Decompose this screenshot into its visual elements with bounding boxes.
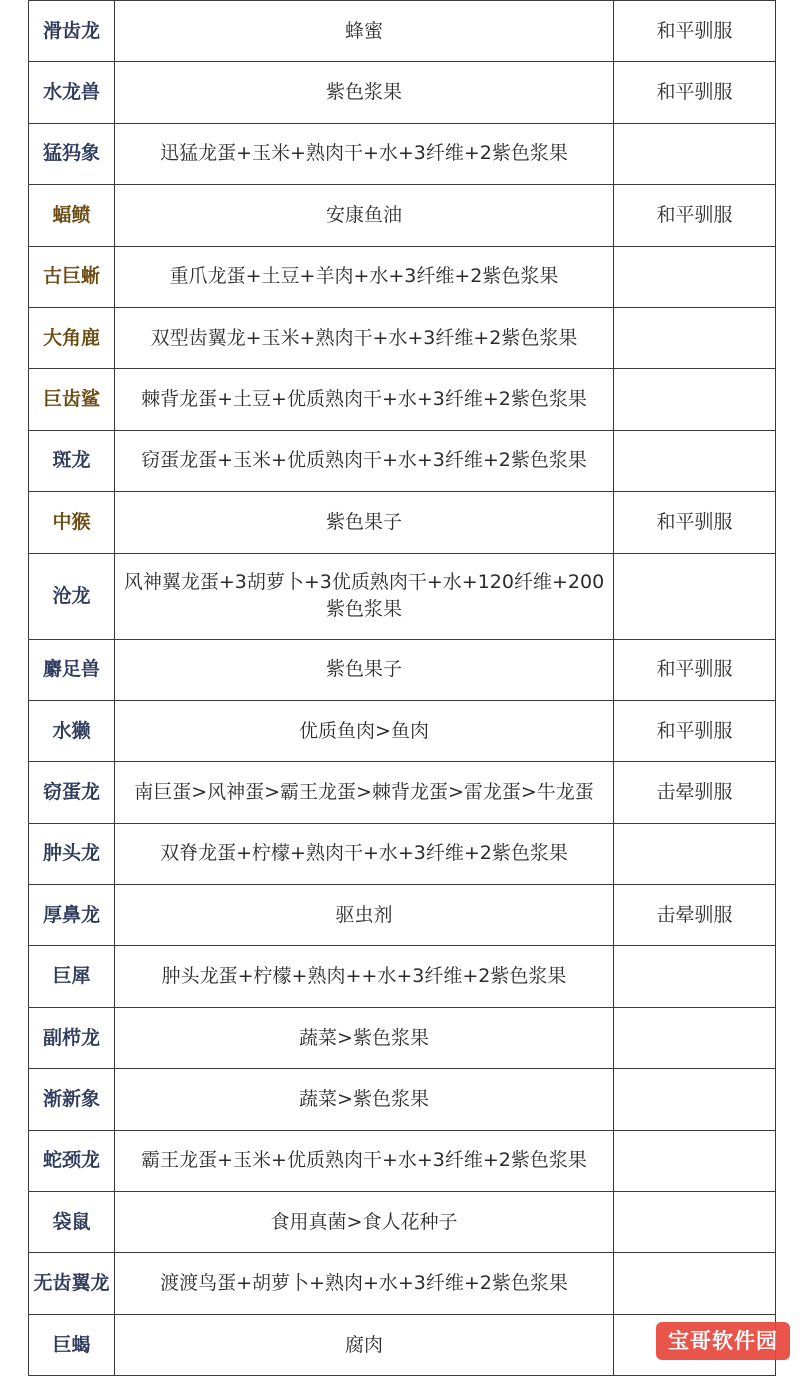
taming-food-cell: 驱虫剂	[115, 885, 614, 946]
taming-method-cell	[614, 430, 776, 491]
creature-name-cell: 斑龙	[29, 430, 115, 491]
taming-method-cell	[614, 369, 776, 430]
taming-food-cell: 紫色浆果	[115, 62, 614, 123]
taming-method-cell	[614, 1253, 776, 1314]
taming-food-cell: 紫色果子	[115, 492, 614, 553]
creature-name-cell: 蛇颈龙	[29, 1130, 115, 1191]
table-row	[29, 1007, 776, 1068]
creature-name-cell: 沧龙	[29, 553, 115, 639]
table-row	[29, 762, 776, 823]
taming-food-cell: 腐肉	[115, 1314, 614, 1375]
taming-food-cell: 双型齿翼龙+玉米+熟肉干+水+3纤维+2紫色浆果	[115, 307, 614, 368]
taming-method-cell: 和平驯服	[614, 185, 776, 246]
table-row	[29, 430, 776, 491]
taming-method-cell	[614, 246, 776, 307]
creature-name-cell: 厚鼻龙	[29, 885, 115, 946]
table-row	[29, 307, 776, 368]
table-row	[29, 700, 776, 761]
taming-method-cell	[614, 553, 776, 639]
taming-food-cell: 蜂蜜	[115, 1, 614, 62]
table-row	[29, 123, 776, 184]
taming-food-cell: 蔬菜>紫色浆果	[115, 1007, 614, 1068]
taming-method-cell: 和平驯服	[614, 700, 776, 761]
table-row	[29, 823, 776, 884]
taming-food-cell: 重爪龙蛋+土豆+羊肉+水+3纤维+2紫色浆果	[115, 246, 614, 307]
taming-table-body	[29, 1, 776, 1376]
taming-food-cell: 肿头龙蛋+柠檬+熟肉++水+3纤维+2紫色浆果	[115, 946, 614, 1007]
taming-method-cell	[614, 307, 776, 368]
taming-table	[28, 0, 776, 1376]
creature-name-cell: 巨犀	[29, 946, 115, 1007]
table-row	[29, 639, 776, 700]
creature-name-cell: 水龙兽	[29, 62, 115, 123]
taming-food-cell: 双脊龙蛋+柠檬+熟肉干+水+3纤维+2紫色浆果	[115, 823, 614, 884]
taming-method-cell: 和平驯服	[614, 492, 776, 553]
taming-food-cell: 风神翼龙蛋+3胡萝卜+3优质熟肉干+水+120纤维+200紫色浆果	[115, 553, 614, 639]
taming-food-cell: 紫色果子	[115, 639, 614, 700]
creature-name-cell: 水獭	[29, 700, 115, 761]
creature-name-cell: 窃蛋龙	[29, 762, 115, 823]
creature-name-cell: 猛犸象	[29, 123, 115, 184]
creature-name-cell: 大角鹿	[29, 307, 115, 368]
creature-name-cell: 滑齿龙	[29, 1, 115, 62]
table-row	[29, 553, 776, 639]
taming-food-cell: 窃蛋龙蛋+玉米+优质熟肉干+水+3纤维+2紫色浆果	[115, 430, 614, 491]
taming-food-cell: 南巨蛋>风神蛋>霸王龙蛋>棘背龙蛋>雷龙蛋>牛龙蛋	[115, 762, 614, 823]
creature-name-cell: 巨蝎	[29, 1314, 115, 1375]
taming-method-cell	[614, 1007, 776, 1068]
creature-name-cell: 袋鼠	[29, 1192, 115, 1253]
table-row	[29, 369, 776, 430]
taming-method-cell	[614, 1192, 776, 1253]
taming-food-cell: 食用真菌>食人花种子	[115, 1192, 614, 1253]
taming-method-cell: 和平驯服	[614, 62, 776, 123]
site-watermark-logo: 宝哥软件园	[656, 1322, 790, 1360]
taming-method-cell: 击晕驯服	[614, 762, 776, 823]
table-row	[29, 1, 776, 62]
creature-name-cell: 麝足兽	[29, 639, 115, 700]
creature-name-cell: 巨齿鲨	[29, 369, 115, 430]
creature-name-cell: 副栉龙	[29, 1007, 115, 1068]
taming-method-cell: 和平驯服	[614, 1, 776, 62]
taming-food-cell: 安康鱼油	[115, 185, 614, 246]
taming-method-cell	[614, 823, 776, 884]
taming-method-cell	[614, 123, 776, 184]
taming-food-cell: 优质鱼肉>鱼肉	[115, 700, 614, 761]
taming-table-container	[28, 0, 775, 1376]
creature-name-cell: 渐新象	[29, 1069, 115, 1130]
creature-name-cell: 蝠鲼	[29, 185, 115, 246]
table-row	[29, 1130, 776, 1191]
creature-name-cell: 古巨蜥	[29, 246, 115, 307]
table-row	[29, 1192, 776, 1253]
taming-method-cell	[614, 1130, 776, 1191]
taming-food-cell: 渡渡鸟蛋+胡萝卜+熟肉+水+3纤维+2紫色浆果	[115, 1253, 614, 1314]
taming-food-cell: 迅猛龙蛋+玉米+熟肉干+水+3纤维+2紫色浆果	[115, 123, 614, 184]
creature-name-cell: 中猴	[29, 492, 115, 553]
table-row	[29, 246, 776, 307]
taming-method-cell: 击晕驯服	[614, 885, 776, 946]
table-row	[29, 1253, 776, 1314]
table-row	[29, 185, 776, 246]
taming-food-cell: 蔬菜>紫色浆果	[115, 1069, 614, 1130]
creature-name-cell: 肿头龙	[29, 823, 115, 884]
creature-name-cell: 无齿翼龙	[29, 1253, 115, 1314]
taming-method-cell	[614, 946, 776, 1007]
taming-method-cell: 和平驯服	[614, 639, 776, 700]
taming-food-cell: 棘背龙蛋+土豆+优质熟肉干+水+3纤维+2紫色浆果	[115, 369, 614, 430]
table-row	[29, 1069, 776, 1130]
table-row	[29, 946, 776, 1007]
taming-method-cell	[614, 1069, 776, 1130]
table-row	[29, 492, 776, 553]
table-row	[29, 62, 776, 123]
taming-food-cell: 霸王龙蛋+玉米+优质熟肉干+水+3纤维+2紫色浆果	[115, 1130, 614, 1191]
table-row	[29, 885, 776, 946]
